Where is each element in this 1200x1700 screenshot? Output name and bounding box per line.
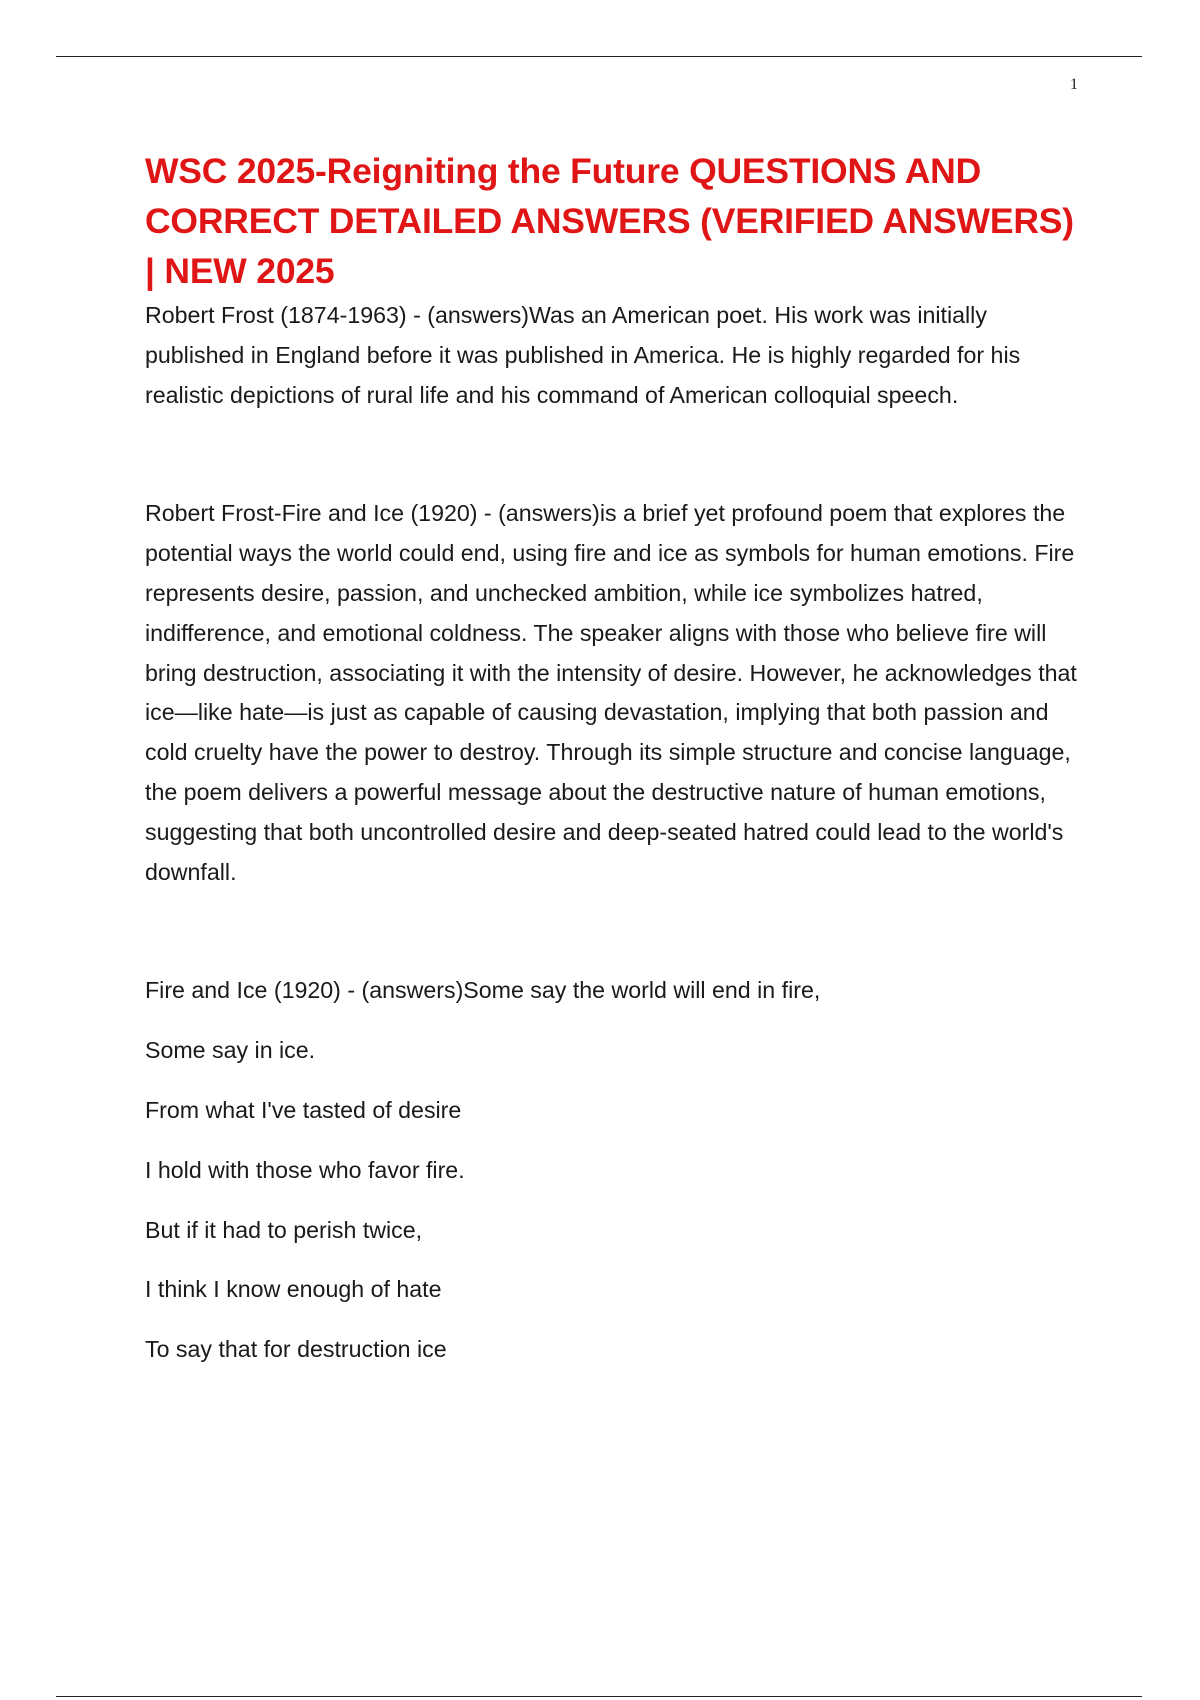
- document-body: [145, 146, 1090, 1370]
- poem-line: From what I've tasted of desire: [145, 1096, 462, 1123]
- poem-line: Fire and Ice (1920) - (answers)Some say the world will end in fire,: [145, 977, 821, 1004]
- qa-entry-fire-and-ice-analysis: Robert Frost-Fire and Ice (1920) - (answers)is a brief yet profound poem that explores the potential ways the world could end, using fire and ice as symbols for human emotions. Fire represents desire, passion, and unchecked ambition, while ice symbolizes hatred, indifference, and emotional coldness. The speaker aligns with those who believe fire will bring destruction, associating it with the intensity of desire. However, he acknowledges that ice—like hate—is just as capable of causing devastation, implying that both passion and cold cruelty have the power to destroy. Through its simple structure and concise language, the poem delivers a powerful message about the destructive nature of human emotions, suggesting that both uncontrolled desire and deep-seated hatred could lead to the world's downfall.: [145, 500, 1077, 885]
- poem-line: To say that for destruction ice: [145, 1336, 447, 1363]
- header-rule: [56, 56, 1142, 57]
- poem-line: I think I know enough of hate: [145, 1276, 442, 1303]
- qa-entry-robert-frost: Robert Frost (1874-1963) - (answers)Was an American poet. His work was initially published in England before it was published in America. He is highly regarded for his realistic depictions of rural life and his command of American colloquial speech.: [145, 302, 1021, 408]
- section-spacer: [145, 892, 1090, 971]
- poem-line: I hold with those who favor fire.: [145, 1156, 465, 1183]
- poem-line: Some say in ice.: [145, 1037, 316, 1064]
- document-title: WSC 2025-Reigniting the Future QUESTIONS AND CORRECT DETAILED ANSWERS (VERIFIED ANSWERS) | NEW 2025: [145, 151, 1074, 291]
- poem-block: [145, 971, 1090, 1370]
- page-number: 1: [1070, 76, 1078, 93]
- footer-rule: [56, 1696, 1142, 1697]
- poem-line: But if it had to perish twice,: [145, 1216, 423, 1243]
